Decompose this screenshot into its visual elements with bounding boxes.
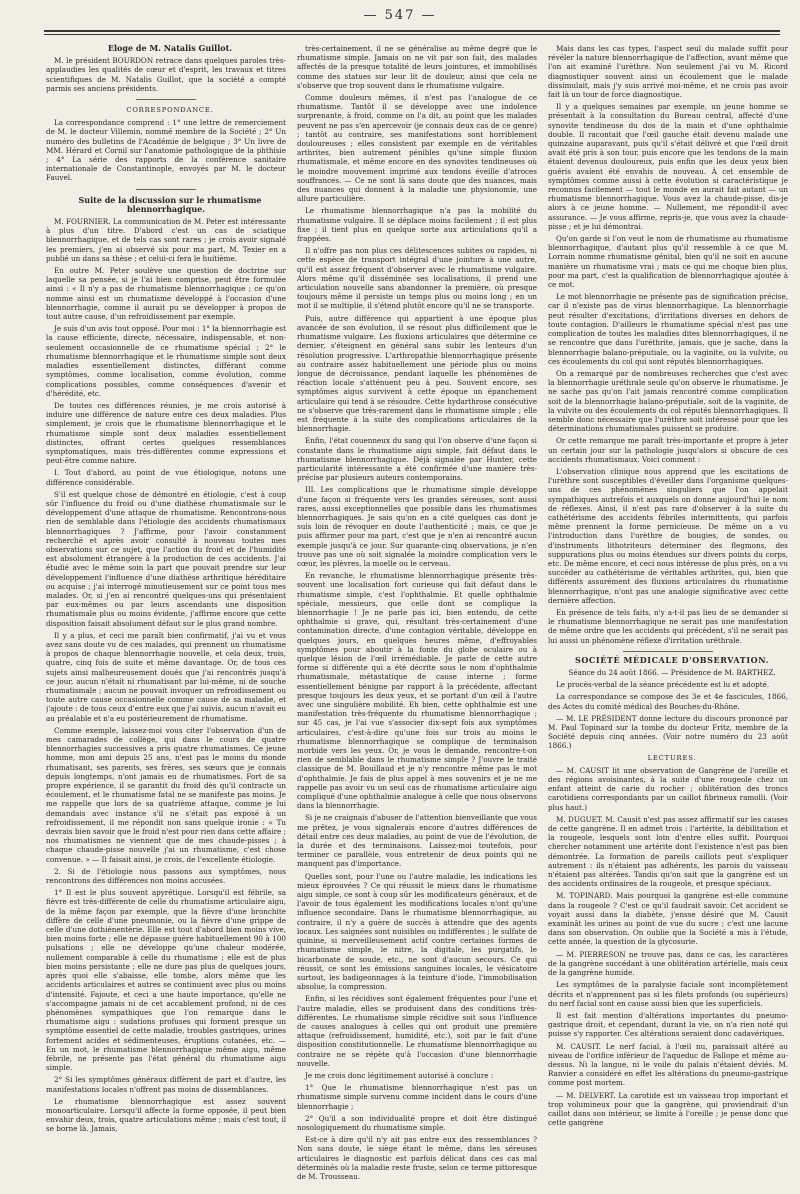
- paragraph: Il n'offre pas non plus ces délitescences subites ou rapides, ni cette espèce de transport intégral d'une jointure à une autre, qu'il est assez fréquent d'observer avec le rhumatisme vulgaire. Alors même qu'il disséminée ses localisations, il prend une articulation nouvelle sans abandonner la première, où presque toujours même il persiste un temps plus ou moins long ; en un mot il se multiplie, il s'étend plutôt encore qu'il ne se transporte.: [297, 246, 537, 311]
- paragraph: S'il est quelque chose de démontré en étiologie, c'est à coup sûr l'influence du froid ou d'une diathèse rhumatismale sur le développement d'une attaque de rhumatisme. Rencontrons-nous rien de semblable dans l'étiologie des accidents rhumatismaux blennorrhagiques ? J'affirme, pour l'avoir constamment recherché et après avoir consulté à nouveau toutes mes observations sur ce sujet, que l'action du froid et de l'humidité est absolument étrangère à la production de ces accidents. J'ai étudié avec le même soin la part que pouvait prendre sur leur développement l'influence d'une diathèse arthritique héréditaire ou acquise ; j'ai interrogé minutieusement sur ce point tous mes malades. Or, si j'en ai rencontré quelques-uns qui présentaient par eux-mêmes ou par leurs ascendants une disposition rhumatismale plus ou moins évidente, j'affirme encore que cette disposition faisait absolument défaut sur le plus grand nombre.: [46, 489, 286, 628]
- page-number: — 547 —: [363, 8, 437, 23]
- paragraph: très-certainement, il ne se généralise au même degré que le rhumatisme simple. Jamais on ne vit par son fait, des malades affectés de la presque totalité de leurs jointures, et immobilisés comme des statues sur leur lit de douleur, ainsi que cela ne s'observe que trop souvent dans le rhumatisme vulgaire.: [297, 44, 537, 90]
- paragraph: — M. CAUSIT lit une observation de Gangrène de l'oreille et des régions avoisinantes, à la suite d'une rougeole chez un enfant atteint de carie du rocher ; oblitération des troncs carotidiens correspondants par un caillot fibrineux ramolli. (Voir plus haut.): [548, 765, 788, 812]
- paragraph: Si je ne craignais d'abuser de l'attention bienveillante que vous me prêtez, je vous signalerais encore d'autres différences de détail entre ces deux maladies, au point de vue de l'évolution, de la durée et des terminaisons. Laissez-moi toutefois, pour terminer ce parallèle, vous entretenir de deux points qui ne manquent pas d'importance.: [297, 813, 537, 869]
- paragraph: Comme exemple, laissez-moi vous citer l'observation d'un de mes camarades de collège, qui dans le cours de quatre blennorrhagies successives a pris quatre rhumatismes. Ce jeune homme, mon ami depuis 25 ans, n'est pas le moins du monde rhumatisant, ses parents, ses frères, ses sœurs que je connais depuis longtemps, n'ont jamais eu de rhumatismes. Fort de sa propre expérience, il se garantit du froid dès qu'il contracte un écoulement, et le rhumatisme fatal ne se manifeste pas moins. Je me rappelle que lors de sa quatrième attaque, comme je lui demandais avec instance s'il ne s'était pas exposé à un refroidissement, il me répondit non sans quelque ironie : « Tu devrais bien savoir que le froid n'est pour rien dans cette affaire ; nos rhumatismes ne viennent que de mes chaude-pisses ; à chaque chaude-pisse nouvelle j'ai un rhumatisme, c'est chose convenue. » — Il faisait ainsi, je crois, de l'excellente étiologie.: [46, 725, 286, 864]
- correspondance-title: CORRESPONDANCE.: [126, 106, 214, 115]
- paragraph: La correspondance se compose des 3e et 4e fascicules, 1866, des Actes du comité médical des Bouches-du-Rhône.: [548, 692, 788, 711]
- column-2: [297, 44, 537, 1184]
- paragraph: M. CAUSIT. Le nerf facial, à l'œil nu, paraissait altéré au niveau de l'orifice inférieur de l'aqueduc de Fallope et même au-dessus. Ni la langue, ni le voile du palais n'étaient déviés. M. Ranvier a considéré en effet les altérations du pneumo-gastrique comme post mortem.: [548, 1041, 788, 1088]
- paragraph: 2° Si les symptômes généraux diffèrent de part et d'autre, les manifestations locales n'offrent pas moins de dissemblances.: [46, 1075, 286, 1094]
- lectures-title: LECTURES.: [647, 753, 697, 762]
- paragraph: 2° Qu'il a son individualité propre et doit être distingué nosologiquement du rhumatisme simple.: [297, 1113, 537, 1132]
- paragraph: Enfin, l'état couenneux du sang qui l'on observe d'une façon si constante dans le rhumatisme aigu simple, fait défaut dans le rhumatisme blennorrhagique. Déjà signalée par Hunter, cette particularité intéressante a été confirmée d'une manière très-précise par plusieurs auteurs contemporains.: [297, 436, 537, 483]
- header-rule: [44, 30, 780, 32]
- paragraph: Le mot blennorrhagie ne présente pas de signification précise, car il n'existe pas de virus blennorrhagique. La blennorrhagie peut résulter d'excitations, d'irritations diverses en dehors de toute contagion. D'ailleurs le rhumatisme spécial n'est pas une complication de toutes les maladies dites blennorrhagiques, il ne se rencontre que dans l'uréthrite, jamais, que je sache, dans la blennorrhagie balano-préputiale, ou la vaginite, ou la vulvite, ou ces écoulements du col qui sont réputés blennorrhagiques.: [548, 292, 788, 366]
- paragraph: Quelles sont, pour l'une ou l'autre maladie, les indications les mieux éprouvées ? Ce qui réussit le mieux dans le rhumatisme aigu simple, ce sont à coup sûr les modificateurs généraux, et de l'avoir de tous également les modifications locales n'ont qu'une influence secondaire. Dans le rhumatisme blennorrhagique, au contraire, il n'y a guère de succès à attendre que des agents locaux. Les saignées sont nuisibles ou indifférentes ; le sulfate de quinine, si merveilleusement actif contre certaines formes de rhumatisme simple, le nitre, la digitale, les purgatifs, le bicarbonate de soude, etc., ne sont d'aucun secours. Ce qui réussit, ce sont les émissions sanguines locales, le vésicatoire surtout, les badigeonnages à la teinture d'iode, l'immobilisation absolue, la compression.: [297, 871, 537, 992]
- paragraph: 1° Que le rhumatisme blennorrhagique n'est pas un rhumatisme simple survenu comme incident dans le cours d'une blennorrhagie ;: [297, 1083, 537, 1111]
- separator: [136, 189, 196, 190]
- eloge-text: M. le président BOURDON retrace dans quelques paroles très-applaudies les qualités de cœur et d'esprit, les travaux et titres scientifiques de M. Natalis Guillot, que la société a compté parmis ses anciens présidents.: [46, 56, 286, 93]
- paragraph: M. FOURNIER. La communication de M. Peter est intéressante à plus d'un titre. D'abord c'est un cas de sciatique blennorrhagique, et de tels cas sont rares ; je crois avoir signalé les premiers, j'en ai observé six pour ma part, M. Texier en a publié un dans sa thèse ; et celui-ci fera le huitième.: [46, 217, 286, 263]
- seance-line: Séance du 24 août 1866. — Présidence de M. BARTHEZ.: [568, 668, 776, 677]
- column-3: [548, 44, 788, 1184]
- separator: [623, 651, 713, 652]
- separator: [136, 99, 196, 100]
- paragraph: M. DUGUET. M. Causit n'est pas assez affirmatif sur les causes de cette gangrène. Il en admet trois : l'artérite, la débilitation et la rougeole, lesquels sont loin d'entre elles suffit. Pourquoi chercher notamment une artérite dont l'existence n'est pas bien démontrée. La formation de pareils caillots peut s'expliquer autrement : ils n'étaient pas adhérents, les parois du vaisseau n'étaient pas altérées. Tandis qu'on sait que la gangrène est un des accidents ordinaires de la rougeole, et presque spéciaux.: [548, 814, 788, 889]
- paragraph: L'observation clinique nous apprend que les excitations de l'urèthre sont susceptibles d'éveiller dans l'organisme quelques-uns de ces phénomènes singuliers que l'on appelait sympathiques autrefois et auxquels on donne aujourd'hui le nom de réflexes. Ainsi, il n'est pas rare d'observer à la suite du cathétérisme des accidents fébriles intermittents, qui parfois même prennent la forme pernicieuse. De même on a vu l'introduction dans l'urèthre de bougies, de sondes, ou d'instruments lithotriteurs déterminer des flegmons, des suppurations plus ou moins étendues sur divers points du corps, etc. De même encore, et ceci nous intéresse de plus près, on a vu succéder au cathétérisme de véritables arthrites, qui, bien que différents assurément des fluxions articulaires du rhumatisme blennorrhagique, n'ont pas une analogie significative avec cette dernière affection.: [548, 466, 788, 605]
- paragraph: Le rhumatisme blennorrhagique est assez souvent monoarticulaire. Lorsqu'il affecte la forme opposée, il peut bien envahir deux, trois, quatre articulations même ; mais c'est tout, il se borne là. Jamais,: [46, 1096, 286, 1134]
- eloge-title: Éloge de M. Natalis Guillot.: [107, 44, 233, 53]
- paragraph: Qu'on garde si l'on veut le nom de rhumatisme au rhumatisme blennorrhagique, d'autant plus qu'il ressemble à ce que M. Lorrain nomme rhumatisme génital, bien qu'il ne soit en aucune manière un rhumatisme vrai ; mais ce qui me choque bien plus, pour ma part, c'est la qualification de blennorrhagique ajoutée à ce mot.: [548, 234, 788, 290]
- column-1: [46, 44, 286, 1184]
- paragraph: — M. LE PRÉSIDENT donne lecture du discours prononcé par M. Paul Topinard sur la tombe du docteur Fritz, membre de la Société depuis cinq années. (Voir notre numéro du 23 août 1866.): [548, 713, 788, 751]
- discussion-title: Suite de la discussion sur le rhumatisme blennorrhagique.: [78, 194, 262, 214]
- paragraph: III. Les complications que le rhumatisme simple développe d'une façon si fréquente vers les grandes séreuses, sont aussi rares, aussi exceptionnelles que possible dans les rhumatismes blennorrhagiques. Je sais qu'on en a cité quelques cas dont je suis loin de révoquer en doute l'authenticité ; mais, ce que je puis affirmer pour ma part, c'est que je n'en ai rencontré aucun exemple jusqu'à ce jour. Sur quarante-cinq observations, je n'en trouve pas une où soit signalée la moindre complication vers le cœur, les plèvres, la moelle ou le cerveau.: [297, 485, 537, 568]
- paragraph: Il est fait mention d'altérations importantes du pneumo-gastrique droit, et cependant, durant la vie, on n'a rien noté qui puisse s'y rapporter. Ces altérations seraient donc cadavériques.: [548, 1010, 788, 1039]
- paragraph: Le procès-verbal de la séance précédente est lu et adopté.: [556, 680, 770, 690]
- paragraph: Il y a plus, et ceci me paraît bien confirmatif, j'ai vu et vous avez sans doute vu de ces malades, qui prennent un rhumatisme à propos de chaque blennorrhagie nouvelle, et cela deux, trois, quatre, cinq fois de suite et même davantage. Or, de tous ces sujets ainsi malheureusement doués que j'ai rencontrés jusqu'à ce jour, aucun n'était ni rhumatisant par lui-même, ni de souche rhumatismale ; aucun ne pouvait invoquer un refroidissement ou toute autre cause occasionnelle comme cause de sa maladie, et j'ajoute : de tous ceux d'entre eux que j'ai suivis, aucun n'avait eu au préalable et n'a eu postérieurement de rhumatisme.: [46, 630, 286, 723]
- paragraph: On a remarqué par de nombreuses recherches que c'est avec la blennorrhagie uréthrale seule qu'on observe le rhumatisme. Je ne sache pas qu'on l'ait jamais rencontré comme complication soit de la blennorrhagie balano-préputiale, soit de la vaginite, de la vulvite ou des écoulements du col réputés blennorrhagiques. Il semble donc nécessaire que l'urèthre soit intéressé pour que les déterminations rhumatismales puissent se produire.: [548, 368, 788, 434]
- paragraph: Comme douleurs mêmes, il n'est pas l'analogue de ce rhumatisme. Tantôt il se développe avec une indolence surprenante, à froid, comme on l'a dit, au point que les malades peuvent ne pas s'en apercevoir (je connais deux cas de ce genre) ; tantôt au contraire, ses manifestations sont horriblement douloureuses ; elles consistent par exemple en de véritables arthrites, bien autrement pénibles qu'une simple fluxion rhumatismale, et même encore en des synovites tendineuses où le moindre mouvement imprimé aux tendons éveille d'atroces souffrances. — Ce ne sont là sans doute que des nuances, mais des nuances qui donnent à la maladie une physionomie, une allure particulière.: [297, 93, 537, 204]
- correspondance-text: La correspondance comprend : 1° une lettre de remerciement de M. le docteur Villemin, nommé membre de la Société ; 2° Un numéro des bulletins de l'Académie de belgique ; 3° Un livre de MM. Hérard et Cornil sur l'anatomie pathologique de la phthisie ; 4° La série des rapports de la conférence sanitaire internationale de Constantinople, envoyés par M. le docteur Fauvel.: [46, 118, 286, 183]
- paragraph: Les symptômes de la paralysie faciale sont incomplètement décrits et n'apprennent pas si les filets profonds (ou supérieurs) du nerf facial sont en cause aussi bien que les superficiels.: [548, 980, 788, 1008]
- paragraph: Or cette remarque me paraît très-importante et propre à jeter un certain jour sur la pathologie jusqu'alors si obscure de ces accidents rhumatismaux. Voici comment :: [548, 436, 788, 464]
- paragraph: En outre M. Peter soulève une question de doctrine sur laquelle sa pensée, si je l'ai bien comprise, peut être formulée ainsi : « Il n'y a pas de rhumatisme blennorrhagique ; ce qu'on nomme ainsi est un rhumatisme développé à l'occasion d'une blennorrhagie, comme il aurait pu se développer à propos de tout autre cause, d'un refroidissement par exemple.: [46, 266, 286, 322]
- paragraph: M. TOPINARD. Mais pourquoi la gangrène est-elle commune dans la rougeole ? C'est ce qu'il faudrait savoir. Cet accident se voyait aussi dans la diabète, j'ensse désiré que M. Causit examinât les urines au point de vue du sucre ; c'est une lacune dans son observation. On oublie que la Société a mis à l'étude, cette année, la question de la glycosurie.: [548, 891, 788, 947]
- paragraph: Il y a quelques semaines par exemple, un jeune homme se présentait à la consultation du Bureau central, affecté d'une synovite tendineuse du dos de la main et d'une ophthalmie double. Il racontait que l'œil gauche était devenu malade une quinzaine auparavant, puis qu'il s'était délivré et que l'œil droit avait été pris à son tour, puis encore que les tendons de la main étaient devenus douloureux, puis enfin que les deux yeux bien guéris avaient été envahis de nouveau. À cet ensemble de symptômes comme aussi à cette évolution si caractéristique je reconnus facilement — tout le monde en aurait fait autant — un rhumatisme blennorrhagique. Vous avez la chaude-pisse, dis-je alors à ce jeune homme. — Nullement, me répondit-il avec assurance. — Je vous affirme, repris-je, que vous avez la chaude-pisse ; et je lui démontrai.: [548, 102, 788, 231]
- paragraph: — M. DELVERT. La carotide est un vaisseau trop important et trop volumineux pour que la gangrène, qui proviendrait d'un caillot dans son intérieur, se limite à l'oreille ; je pense donc que cette gangrène: [548, 1090, 788, 1128]
- societe-title: SOCIÉTÉ MÉDICALE D'OBSERVATION.: [574, 654, 770, 665]
- paragraph: Est-ce à dire qu'il n'y ait pas entre eux des ressemblances ? Non sans doute, le siège étant le même, dans les séreuses articulaires le diagnostic est parfois délicat dans ces cas mal déterminés où la maladie reste fruste, selon ce terme pittoresque de M. Trousseau.: [297, 1135, 537, 1181]
- paragraph: 2. Si de l'étiologie nous passons aux symptômes, nous rencontrons des différences non moins accusées.: [46, 866, 286, 886]
- paragraph: De toutes ces différences réunies, je me crois autorisé à induire une différence de nature entre ces deux maladies. Plus simplement, je crois que le rhumatisme blennorrhagique et le rhumatisme simple sont deux maladies essentiellement distinctes, offrant certes quelques ressemblances symptomatiques, mais très-différentes comme expressions et peut-être comme nature.: [46, 400, 286, 466]
- paragraph: Puis, autre différence qui appartient à une époque plus avancée de son évolution, il se résout plus difficilement que le rhumatisme vulgaire. Les fluxions articulaires que détermine ce dernier, s'éteignent en général sans subir les lenteurs d'un résolution progressive. L'arthropathie blennorrhagique présente au contraire assez habituellement une période plus ou moins longue de décroissance, pendant laquelle les phénomènes de réaction locale s'atténuent peu à peu. Souvent encore, ses symptômes aigus survivent à cette époque un épanchement articulaire qui tend à se résoudre. Cette hydarthrose consécutive ne s'observe que très-rarement dans le rhumatisme simple ; elle est fréquente à la suite des complications articulaires de la blennorrhagie.: [297, 313, 537, 434]
- paragraph: — M. PIERRESON ne trouve pas, dans ce cas, les caractères de la gangrène succédant à une oblitération artérielle, mais ceux de la gangrène humide.: [548, 949, 788, 978]
- paragraph: Enfin, si les récidives sont également fréquentes pour l'une et l'autre maladie, elles se produisent dans des conditions très-différentes. Le rhumatisme simple récidive soit sous l'influence de causes analogues à celles qui ont produit une première attaque (refroidissement, humidité, etc.), soit par le fait d'une disposition constitutionnelle. Le rhumatisme blennorrhagique au contraire ne se répète qu'à l'occasion d'une blennorrhagie nouvelle.: [297, 994, 537, 1068]
- paragraph: I. Tout d'abord, au point de vue étiologique, notons une différence considérable.: [46, 468, 286, 487]
- paragraph: Je me crois donc légitimement autorisé à conclure :: [305, 1070, 494, 1080]
- paragraph: En revanche, le rhumatisme blennorrhagique présente très-souvent une localisation fort curieuse qui fait défaut dans le rhumatisme simple, c'est l'ophthalmie. Et quelle ophthalmie spéciale, messieurs, que celle dont se complique la blennorrhagie ! Je ne parle pas ici, bien entendu, de cette ophthalmie si grave, qui, résultant très-certainement d'une contamination directe, d'une contagion véritable, développe en quelques jours, en quelques heures même, d'effroyables symptômes pour aboutir à la fonte du globe oculaire ou à quelque lésion de l'œil irrémédiable. Je parle de cette autre forme si différente qui a été décrite sous le nom d'ophthalmie rhumatismale, métastatique de cause interne ; forme essentiellement bénigne par rapport à la précédente, affectant presque toujours les deux yeux, et se portant d'un œil à l'autre avec une singulière mobilité. Eh bien, cette ophthalmie est une manifestation très-fréquente du rhumatisme blennorrhagique ; sur 45 cas, je l'ai vue s'associer dix-sept fois aux symptômes articulaires, c'est-à-dire qu'une fois sur trois au moins le rhumatisme blennorrhagique se complique de terminaison morbide vers les yeux. Or, je vous le demande, rencontre-t-on rien de semblable dans le rhumatisme simple ? J'ouvre le traité classique de M. Bouillaud et je n'y rencontre même pas le mot d'ophthalmie. Je fais de plus appel à mes souvenirs et je ne me rappelle pas avoir vu un seul cas de rhumatisme articulaire aigu compliqué d'une ophthalmie analogue à celle que nous observons dans la blennorrhagie.: [297, 571, 537, 811]
- header-rule-thin: [44, 34, 780, 35]
- paragraph: 1° Il est le plus souvent apyrétique. Lorsqu'il est fébrile, sa fièvre est très-différente de celle du rhumatisme articulaire aigu, de la même façon par exemple, que la fièvre d'une bronchite diffère de celle d'une pneumonie, ou la fièvre d'une grippe de celle d'une dothiénentérie. Elle est tout d'abord bien moins vive, bien moins forte ; elle ne dépasse guère habituellement 90 à 100 pulsations ; elle ne développe qu'une chaleur modérée, nullement comparable à celle du rhumatisme ; elle est de plus bien moins persistante ; elle ne dure pas plus de quelques jours, après quoi elle s'abaisse, elle tombe, alors même que les accidents articulaires et autres se continuent avec plus ou moins d'intensité. Fajoute, et ceci a une haute importance, qu'elle ne s'accompagne jamais ni de cet accablement profond, ni de ces phénomènes sympathiques que l'on remarque dans le rhumatisme aigu : sudations profuses qui forment presque un symptôme essentiel de cette maladie, troubles gastriques, urines fortement acides et sédimenteuses, éruptions cutanées, etc. — En un mot, le rhumatisme blennorrhagique même aigu, même fébrile, ne présente pas l'état général du rhumatisme aigu simple.: [46, 888, 286, 1073]
- paragraph: Le rhumatisme blennorrhagique n'a pas la mobilité du rhumatisme vulgaire. Il se déplace moins facilement ; il est plus fixe ; il tient plus en quelque sorte aux articulations qu'il a frappées.: [297, 206, 537, 244]
- paragraph: En présence de tels faits, n'y a-t-il pas lieu de se demander si le rhumatisme blennorrhagique ne serait pas une manifestation de même ordre que les accidents qui précèdent, s'il ne serait pas lui aussi un phénomène réflexe d'irritation uréthrale.: [548, 607, 788, 645]
- paragraph: Je suis d'un avis tout opposé. Pour moi : 1° la blennorrhagie est la cause efficiente, directe, nécessaire, indispensable, et non-seulement occasionnelle de ce rhumatisme spécial ; 2° le rhumatisme blennorrhagique et le rhumatisme simple sont deux maladies essentiellement distinctes, différant comme symptômes, comme localisation, comme évolution, comme complications possibles, comme conséquences d'avenir et d'hérédité, etc.: [46, 324, 286, 398]
- paragraph: Mais dans les cas types, l'aspect seul du malade suffit pour révéler la nature blennorrhagique de l'affection, avant même que l'on ait examiné l'urèthre. Non seulement j'ai vu M. Ricord diagnostiquer souvent ainsi un écoulement que le malade dissimulait, mais j'y suis arrivé moi-même, et ne crois pas avoir fait là un tour de force diagnostique.: [548, 44, 788, 100]
